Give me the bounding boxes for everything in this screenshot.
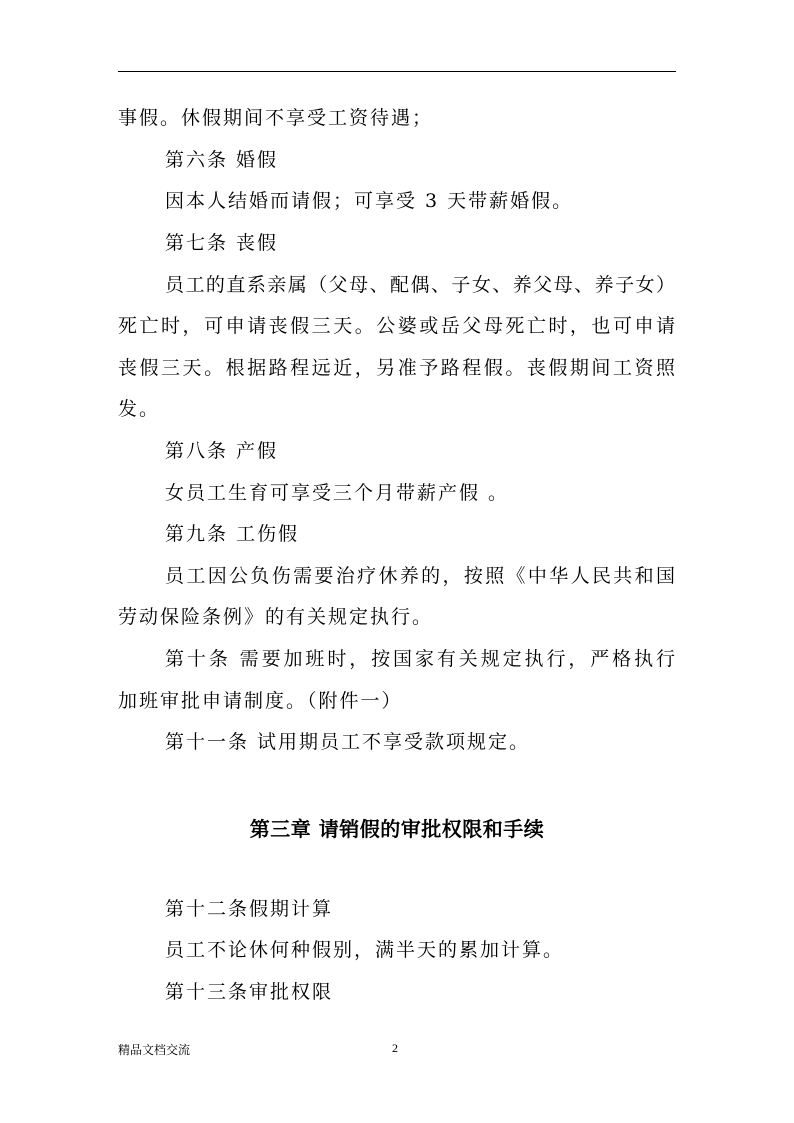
paragraph-line: 第十一条 试用期员工不享受款项规定。 — [165, 731, 531, 753]
paragraph-line: 死亡时，可申请丧假三天。公婆或岳父母死亡时，也可申请 — [118, 315, 676, 337]
paragraph-line: 劳动保险条例》的有关规定执行。 — [118, 606, 434, 628]
chapter-heading: 第三章 请销假的审批权限和手续 — [249, 817, 545, 841]
paragraph-line: 丧假三天。根据路程远近，另准予路程假。丧假期间工资照 — [118, 357, 676, 379]
header-rule — [118, 71, 676, 72]
article-heading: 第十二条假期计算 — [165, 898, 334, 920]
paragraph-line: 加班审批申请制度。（附件一） — [118, 690, 403, 712]
paragraph-line: 第十条 需要加班时，按国家有关规定执行，严格执行 — [165, 648, 676, 670]
article-heading: 第八条 产假 — [165, 440, 279, 462]
paragraph-line: 员工不论休何种假别，满半天的累加计算。 — [165, 939, 565, 961]
paragraph-line: 员工的直系亲属（父母、配偶、子女、养父母、养子女） — [165, 274, 676, 296]
paragraph-line: 因本人结婚而请假；可享受 3 天带薪婚假。 — [165, 190, 574, 212]
paragraph-line: 事假。休假期间不享受工资待遇； — [118, 107, 434, 129]
article-heading: 第九条 工伤假 — [165, 523, 300, 545]
article-heading: 第十三条审批权限 — [165, 981, 334, 1003]
article-heading: 第七条 丧假 — [165, 232, 279, 254]
footer-label: 精品文档交流 — [118, 1043, 191, 1057]
paragraph-line: 员工因公负伤需要治疗休养的，按照《中华人民共和国 — [165, 565, 676, 587]
page-number: 2 — [392, 1041, 398, 1055]
paragraph-line: 发。 — [118, 398, 161, 420]
article-heading: 第六条 婚假 — [165, 149, 279, 171]
paragraph-line: 女员工生育可享受三个月带薪产假 。 — [165, 482, 510, 504]
